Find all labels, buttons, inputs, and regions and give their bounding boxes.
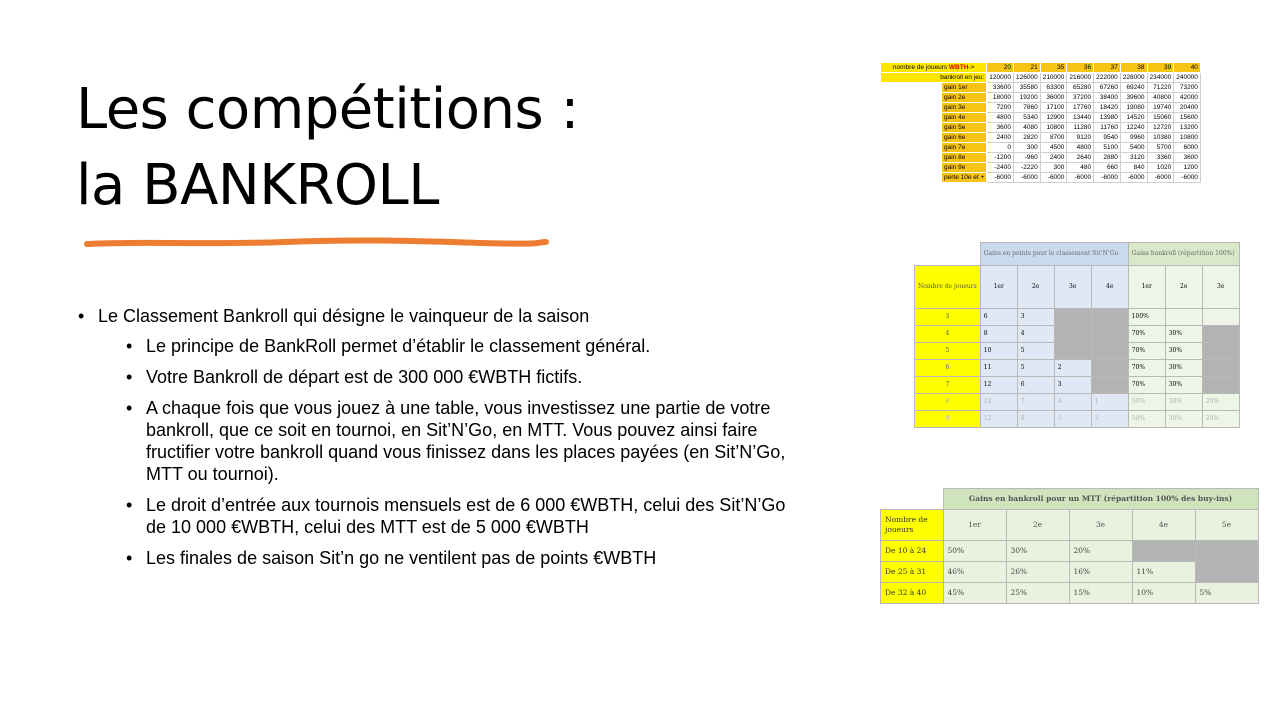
spacer-cell (881, 83, 942, 93)
points-cell (1054, 326, 1091, 343)
table-row (881, 63, 1201, 73)
value-cell: 42000 (1174, 93, 1201, 103)
points-cell (1091, 360, 1128, 377)
table-row (881, 173, 1201, 183)
points-cell (1091, 309, 1128, 326)
table-row (881, 541, 1259, 562)
title-line-1: Les compétitions : (76, 77, 579, 142)
spacer-cell (881, 103, 942, 113)
header-cell (881, 63, 987, 73)
points-cell: 8 (1017, 411, 1054, 428)
points-cell: 4 (1017, 326, 1054, 343)
value-cell: 2400 (987, 133, 1014, 143)
bullet-sub: • A chaque fois que vous jouez à une table, vous investissez une partie de votre bankroll, que ce soit en tournoi, en Sit’N’Go, en MTT. Vous pouvez ainsi faire fructifier votre bankroll quand vous finissez dans les places payées (en Sit’N’Go, MTT ou tournoi). (146, 397, 796, 485)
percent-cell: 45% (943, 583, 1006, 604)
points-cell: 3 (1017, 309, 1054, 326)
spacer-cell (881, 113, 942, 123)
value-cell: 7200 (987, 103, 1014, 113)
table-row (881, 510, 1259, 541)
players-cell: 9 (915, 411, 981, 428)
value-cell: 35580 (1014, 83, 1041, 93)
value-cell: 15600 (1174, 113, 1201, 123)
bankroll-cell: 240000 (1174, 73, 1201, 83)
bankroll-percent-cell (1202, 326, 1239, 343)
value-cell: 33600 (987, 83, 1014, 93)
points-cell: 12 (980, 411, 1017, 428)
column-header: 2e (1165, 266, 1202, 309)
row-label: gain 9e (942, 163, 987, 173)
value-cell: -6000 (1174, 173, 1201, 183)
row-label: gain 6e (942, 133, 987, 143)
value-cell: -2400 (987, 163, 1014, 173)
table-row (915, 266, 1240, 309)
points-cell: 2 (1091, 411, 1128, 428)
players-cell: 4 (915, 326, 981, 343)
value-cell: 1020 (1147, 163, 1174, 173)
points-cell: 7 (1017, 394, 1054, 411)
bankroll-percent-cell (1202, 309, 1239, 326)
value-cell: 40800 (1147, 93, 1174, 103)
points-cell: 5 (1017, 343, 1054, 360)
spacer-cell (881, 173, 942, 183)
value-cell: 3600 (987, 123, 1014, 133)
points-cell: 11 (980, 360, 1017, 377)
value-cell: 67260 (1094, 83, 1121, 93)
value-cell: 5400 (1120, 143, 1147, 153)
bankroll-percent-cell (1202, 377, 1239, 394)
header-label: nombre de joueurs (892, 64, 949, 71)
points-cell: 8 (980, 326, 1017, 343)
value-cell: 2640 (1067, 153, 1094, 163)
bankroll-cell: 234000 (1147, 73, 1174, 83)
bullet-main: • Le Classement Bankroll qui désigne le vainqueur de la saison (98, 305, 796, 327)
value-cell: -6000 (1040, 173, 1067, 183)
points-cell (1091, 326, 1128, 343)
value-cell: 300 (1040, 163, 1067, 173)
value-cell: 37200 (1067, 93, 1094, 103)
bullet-sub: • Votre Bankroll de départ est de 300 000 €WBTH fictifs. (146, 366, 796, 388)
bankroll-percent-cell: 70% (1128, 360, 1165, 377)
value-cell: 10800 (1040, 123, 1067, 133)
players-cell: 5 (915, 343, 981, 360)
value-cell: -6000 (1014, 173, 1041, 183)
row-label: gain 7e (942, 143, 987, 153)
tournament-bankroll-table (880, 62, 1201, 183)
bankroll-percent-cell: 100% (1128, 309, 1165, 326)
header-arrow: -> (968, 64, 975, 71)
group-header-points: Gains en points pour le classement Sit’N’Go (980, 243, 1128, 266)
value-cell: 65280 (1067, 83, 1094, 93)
points-cell: 6 (1017, 377, 1054, 394)
bankroll-cell: 210000 (1040, 73, 1067, 83)
players-header-cell: 20 (987, 63, 1014, 73)
value-cell: 6000 (1174, 143, 1201, 153)
points-cell: 5 (1017, 360, 1054, 377)
points-cell: 4 (1054, 394, 1091, 411)
players-cell: De 32 à 40 (881, 583, 944, 604)
table-row (915, 309, 1240, 326)
row-label: gain 3e (942, 103, 987, 113)
points-cell (1054, 343, 1091, 360)
percent-cell: 26% (1006, 562, 1069, 583)
group-header: Gains en bankroll pour un MTT (répartition 100% des buy-ins) (943, 489, 1258, 510)
value-cell: 17760 (1067, 103, 1094, 113)
bullet-sub: • Le droit d’entrée aux tournois mensuels est de 6 000 €WBTH, celui des Sit’N’Go de 10 000 €WBTH, celui des MTT est de 5 000 €WBTH (146, 494, 796, 538)
bankroll-percent-cell: 50% (1128, 394, 1165, 411)
table-row (881, 73, 1201, 83)
bankroll-percent-cell (1165, 309, 1202, 326)
column-header: 3e (1069, 510, 1132, 541)
points-cell: 10 (980, 343, 1017, 360)
bankroll-percent-cell: 30% (1165, 343, 1202, 360)
table-row (881, 143, 1201, 153)
title-underline-decoration (84, 236, 554, 250)
value-cell: 36000 (1040, 93, 1067, 103)
value-cell: 12900 (1040, 113, 1067, 123)
group-header-bankroll: Gains bankroll (répartition 100%) (1128, 243, 1239, 266)
value-cell: 1200 (1174, 163, 1201, 173)
bankroll-percent-cell (1202, 360, 1239, 377)
value-cell: 4800 (1067, 143, 1094, 153)
bullet-list (76, 305, 796, 578)
value-cell: 10800 (1174, 133, 1201, 143)
spacer-cell (881, 153, 942, 163)
players-header-cell: 36 (1067, 63, 1094, 73)
bankroll-percent-cell: 30% (1165, 394, 1202, 411)
column-header: 3e (1054, 266, 1091, 309)
value-cell: 14520 (1120, 113, 1147, 123)
points-cell: 12 (980, 377, 1017, 394)
table-row (881, 103, 1201, 113)
table-row (915, 326, 1240, 343)
value-cell: 9960 (1120, 133, 1147, 143)
players-cell: 8 (915, 394, 981, 411)
players-cell: De 10 à 24 (881, 541, 944, 562)
percent-cell: 20% (1069, 541, 1132, 562)
spacer-cell (881, 163, 942, 173)
sitngo-points-table (914, 242, 1240, 428)
bankroll-percent-cell: 70% (1128, 326, 1165, 343)
value-cell: 13200 (1174, 123, 1201, 133)
table-row (881, 133, 1201, 143)
players-header-cell: 39 (1147, 63, 1174, 73)
percent-cell: 30% (1006, 541, 1069, 562)
value-cell: 38400 (1094, 93, 1121, 103)
table-row (881, 113, 1201, 123)
bankroll-percent-cell: 20% (1202, 411, 1239, 428)
value-cell: 18420 (1094, 103, 1121, 113)
value-cell: -6000 (1120, 173, 1147, 183)
table-row (915, 360, 1240, 377)
players-cell: 7 (915, 377, 981, 394)
percent-cell: 46% (943, 562, 1006, 583)
spacer-cell (881, 143, 942, 153)
column-header: 4e (1132, 510, 1195, 541)
points-cell (1054, 309, 1091, 326)
table-row (881, 153, 1201, 163)
players-header-cell: 40 (1174, 63, 1201, 73)
corner-cell (915, 243, 981, 266)
value-cell: 9540 (1094, 133, 1121, 143)
row-label: gain 5e (942, 123, 987, 133)
value-cell: 10380 (1147, 133, 1174, 143)
column-header: 4e (1091, 266, 1128, 309)
value-cell: 3600 (1174, 153, 1201, 163)
percent-cell: 10% (1132, 583, 1195, 604)
row-label: gain 2e (942, 93, 987, 103)
spacer-cell (881, 133, 942, 143)
bankroll-cell: 216000 (1067, 73, 1094, 83)
bankroll-label: bankroll en jeu: (881, 73, 987, 83)
value-cell: 20400 (1174, 103, 1201, 113)
slide-title (76, 72, 579, 224)
table-row (881, 583, 1259, 604)
table-row (881, 83, 1201, 93)
points-cell: 1 (1091, 394, 1128, 411)
bankroll-cell: 120000 (987, 73, 1014, 83)
column-header: 1er (1128, 266, 1165, 309)
bullet-sub: • Les finales de saison Sit’n go ne ventilent pas de points €WBTH (146, 547, 796, 569)
row-label: gain 1er (942, 83, 987, 93)
percent-cell (1132, 541, 1195, 562)
value-cell: 71220 (1147, 83, 1174, 93)
points-cell: 2 (1054, 360, 1091, 377)
row-label: perte 10e et + (942, 173, 987, 183)
value-cell: 9120 (1067, 133, 1094, 143)
value-cell: 69240 (1120, 83, 1147, 93)
column-header: 1er (980, 266, 1017, 309)
table-row (881, 163, 1201, 173)
value-cell: 5100 (1094, 143, 1121, 153)
table-row (915, 243, 1240, 266)
spacer-cell (881, 123, 942, 133)
value-cell: 12240 (1120, 123, 1147, 133)
value-cell: 11280 (1067, 123, 1094, 133)
row-label: gain 8e (942, 153, 987, 163)
bankroll-cell: 222000 (1094, 73, 1121, 83)
value-cell: 300 (1014, 143, 1041, 153)
value-cell: 660 (1094, 163, 1121, 173)
value-cell: 4800 (987, 113, 1014, 123)
bankroll-cell: 228000 (1120, 73, 1147, 83)
value-cell: -6000 (1094, 173, 1121, 183)
column-header: 5e (1195, 510, 1258, 541)
players-header-cell: 38 (1120, 63, 1147, 73)
value-cell: 13980 (1094, 113, 1121, 123)
bankroll-percent-cell: 30% (1165, 360, 1202, 377)
value-cell: 19740 (1147, 103, 1174, 113)
title-line-2: la BANKROLL (76, 153, 439, 218)
percent-cell (1195, 562, 1258, 583)
value-cell: -6000 (987, 173, 1014, 183)
players-cell: 3 (915, 309, 981, 326)
percent-cell: 11% (1132, 562, 1195, 583)
table-row (881, 123, 1201, 133)
players-cell: 6 (915, 360, 981, 377)
mtt-bankroll-table (880, 488, 1259, 604)
percent-cell: 16% (1069, 562, 1132, 583)
value-cell: 15060 (1147, 113, 1174, 123)
corner-cell (881, 489, 944, 510)
value-cell: 19200 (1014, 93, 1041, 103)
table-row (881, 562, 1259, 583)
points-cell (1091, 343, 1128, 360)
value-cell: 39600 (1120, 93, 1147, 103)
table-row (881, 489, 1259, 510)
bankroll-percent-cell: 70% (1128, 343, 1165, 360)
value-cell: 3120 (1120, 153, 1147, 163)
table-row (915, 343, 1240, 360)
value-cell: 2400 (1040, 153, 1067, 163)
bankroll-cell: 126000 (1014, 73, 1041, 83)
value-cell: 8700 (1040, 133, 1067, 143)
percent-cell (1195, 541, 1258, 562)
bankroll-percent-cell: 70% (1128, 377, 1165, 394)
column-header: 2e (1017, 266, 1054, 309)
value-cell: 12720 (1147, 123, 1174, 133)
bankroll-percent-cell (1202, 343, 1239, 360)
value-cell: 0 (987, 143, 1014, 153)
value-cell: 2880 (1094, 153, 1121, 163)
players-column-header: Nombre de joueurs (881, 510, 944, 541)
value-cell: -960 (1014, 153, 1041, 163)
value-cell: 7860 (1014, 103, 1041, 113)
header-red-label: WBTH (948, 64, 969, 71)
points-cell: 12 (980, 394, 1017, 411)
value-cell: 19080 (1120, 103, 1147, 113)
column-header: 2e (1006, 510, 1069, 541)
row-label: gain 4e (942, 113, 987, 123)
table-row (915, 411, 1240, 428)
value-cell: 73200 (1174, 83, 1201, 93)
spacer-cell (881, 93, 942, 103)
value-cell: -6000 (1067, 173, 1094, 183)
value-cell: 18000 (987, 93, 1014, 103)
percent-cell: 5% (1195, 583, 1258, 604)
percent-cell: 25% (1006, 583, 1069, 604)
value-cell: 11760 (1094, 123, 1121, 133)
value-cell: -1200 (987, 153, 1014, 163)
players-header-cell: 21 (1014, 63, 1041, 73)
value-cell: 3360 (1147, 153, 1174, 163)
points-cell: 3 (1054, 377, 1091, 394)
percent-cell: 15% (1069, 583, 1132, 604)
value-cell: 5700 (1147, 143, 1174, 153)
table-row (881, 93, 1201, 103)
value-cell: 2820 (1014, 133, 1041, 143)
value-cell: 5340 (1014, 113, 1041, 123)
points-cell (1091, 377, 1128, 394)
players-cell: De 25 à 31 (881, 562, 944, 583)
bankroll-percent-cell: 50% (1128, 411, 1165, 428)
points-cell: 5 (1054, 411, 1091, 428)
percent-cell: 50% (943, 541, 1006, 562)
bankroll-percent-cell: 30% (1165, 377, 1202, 394)
players-column-header: Nombre de joueurs (915, 266, 981, 309)
players-header-cell: 35 (1040, 63, 1067, 73)
column-header: 1er (943, 510, 1006, 541)
value-cell: 63300 (1040, 83, 1067, 93)
players-header-cell: 37 (1094, 63, 1121, 73)
value-cell: 4500 (1040, 143, 1067, 153)
bankroll-percent-cell: 20% (1202, 394, 1239, 411)
points-cell: 6 (980, 309, 1017, 326)
table-row (915, 394, 1240, 411)
table-row (915, 377, 1240, 394)
value-cell: 840 (1120, 163, 1147, 173)
value-cell: -6000 (1147, 173, 1174, 183)
value-cell: 13440 (1067, 113, 1094, 123)
value-cell: 17100 (1040, 103, 1067, 113)
value-cell: 4080 (1014, 123, 1041, 133)
bullet-sub: • Le principe de BankRoll permet d’établir le classement général. (146, 335, 796, 357)
bankroll-percent-cell: 30% (1165, 411, 1202, 428)
column-header: 3e (1202, 266, 1239, 309)
value-cell: -2220 (1014, 163, 1041, 173)
bankroll-percent-cell: 30% (1165, 326, 1202, 343)
value-cell: 480 (1067, 163, 1094, 173)
